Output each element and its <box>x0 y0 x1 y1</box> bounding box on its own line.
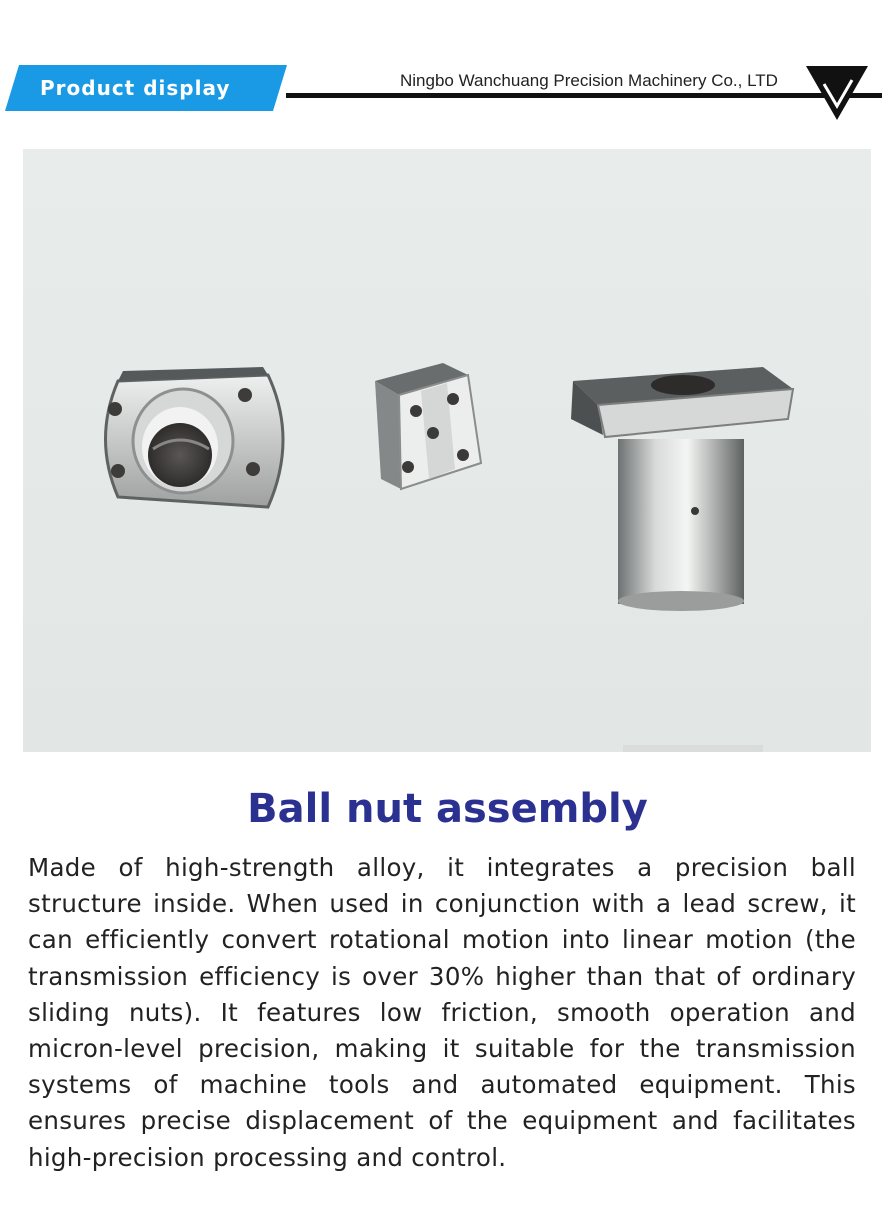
section-tab-label: Product display <box>40 76 231 100</box>
product-photo-drawing <box>23 149 871 752</box>
product-description: Made of high-strength alloy, it integrates a precision ball structure inside. When used in conjunction with a lead screw, it can efficiently convert rotational motion into linear motion (the transmission efficiency is over 30% higher than that of ordinary sliding nuts). It features low friction, smooth operation and micron-level precision, making it suitable for the transmission systems of machine tools and automated equipment. This ensures precise displacement of the equipment and facilitates high-precision processing and control. <box>28 853 856 1172</box>
product-title: Ball nut assembly <box>247 786 648 832</box>
product-photo <box>23 149 871 752</box>
page-header <box>0 0 895 130</box>
v-triangle-logo-icon <box>806 66 868 120</box>
flanged-nut-icon <box>106 367 284 507</box>
company-name: Ningbo Wanchuang Precision Machinery Co., LTD <box>400 71 778 90</box>
header-divider <box>286 93 882 98</box>
